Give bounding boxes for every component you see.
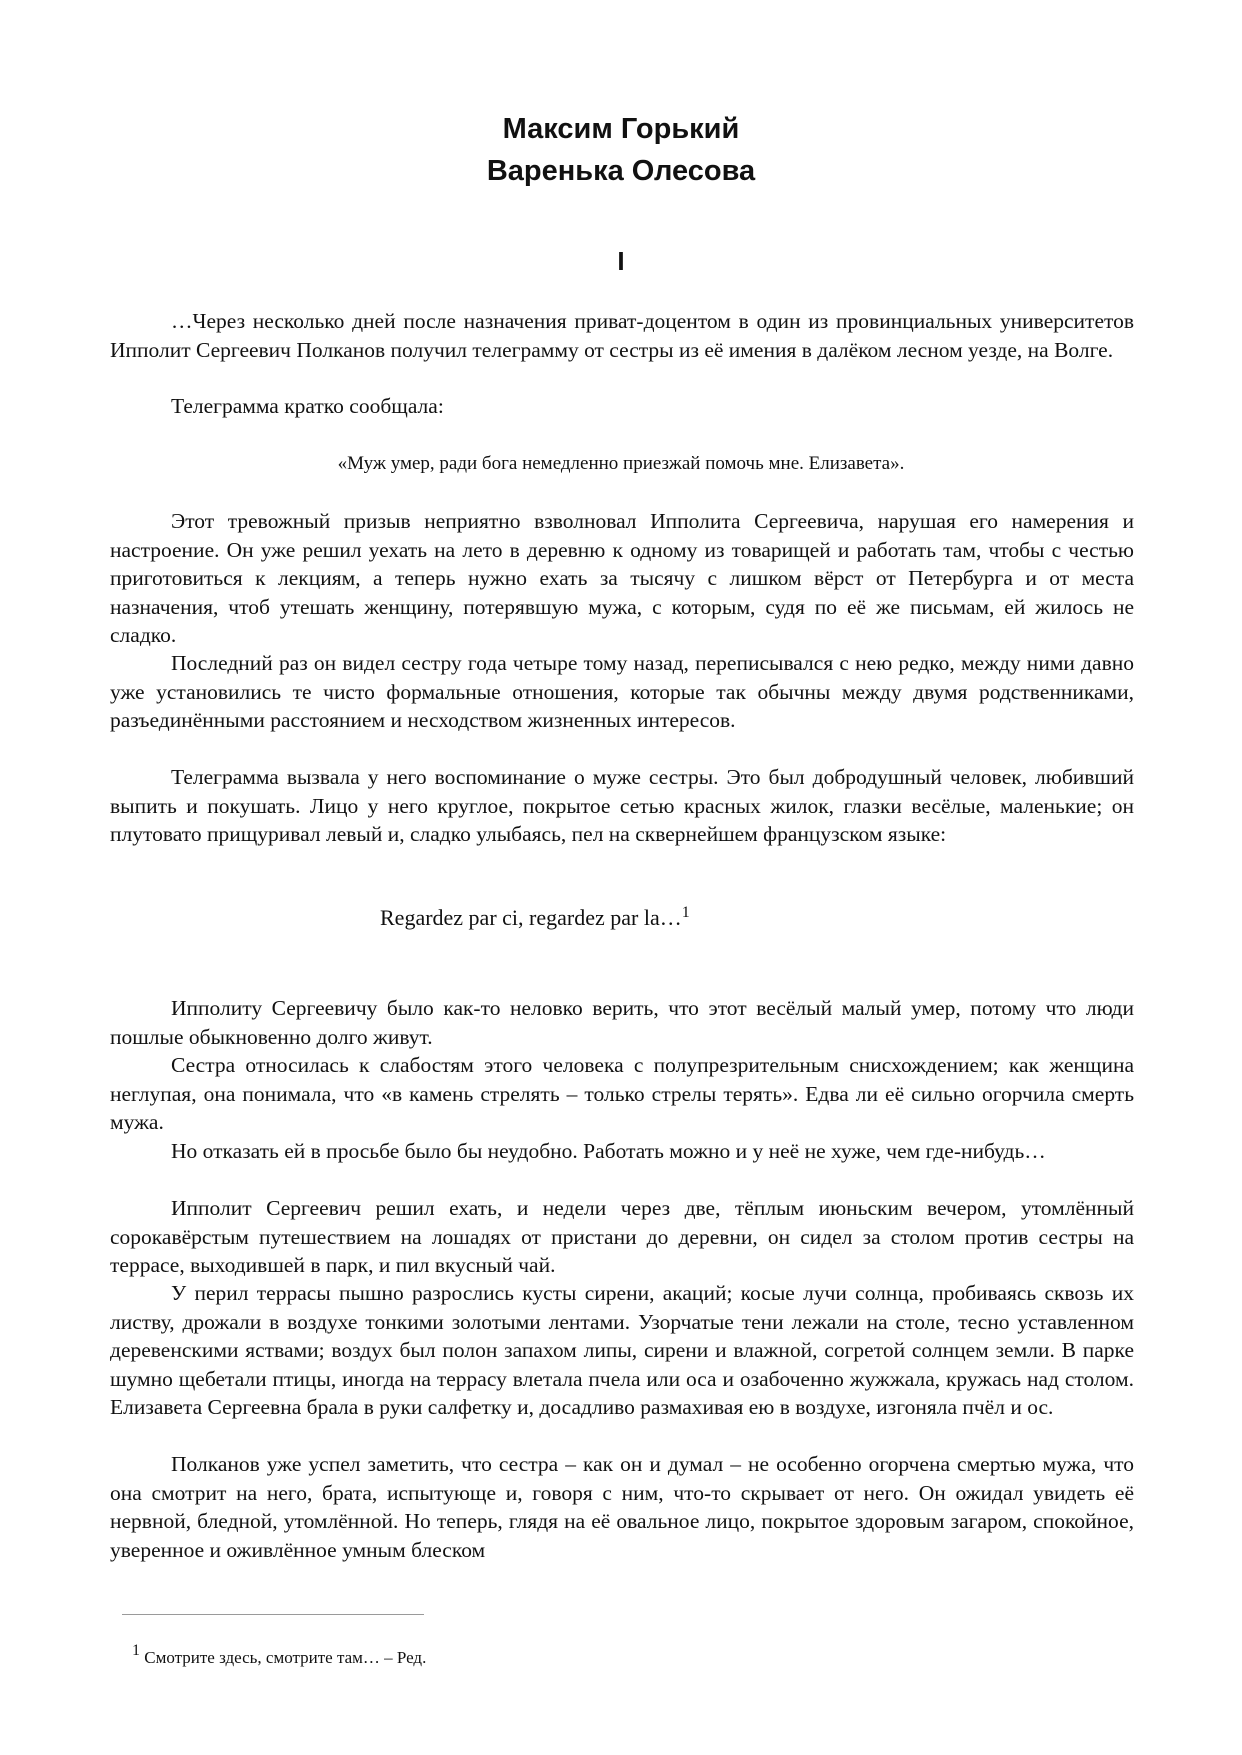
chapter-number: I [617,246,625,276]
paragraph-1: …Через несколько дней после назначения приват-доцентом в один из провинциальных университетов Ипполит Сергеевич Полканов получил телеграмму от сестры из её имения в далёком лесном уезде, на Волге. [110,309,1134,362]
footnote-reference[interactable]: 1 [681,904,690,921]
paragraph-7: Сестра относилась к слабостям этого человека с полупрезрительным снисхождением; как женщина неглупая, она понимала, что «в камень стрелять – только стрелы терять». Едва ли её сильно огорчила смерть мужа. [110,1053,1134,1134]
footnote-text: Смотрите здесь, смотрите там… – Ред. [144,1648,427,1667]
paragraph-9: Ипполит Сергеевич решил ехать, и недели через две, тёплым июньским вечером, утомлённый сорокавёрстым путешествием на лошадях от пристани до деревни, он сидел за столом против сестры на террасе, выходившей в парк, и пил вкусный чай. [110,1196,1134,1277]
paragraph-2: Телеграмма кратко сообщала: [171,394,444,418]
song-epigraph [380,903,690,933]
footnote [132,1642,427,1671]
paragraph-5: Телеграмма вызвала у него воспоминание о муже сестры. Это был добродушный человек, любивший выпить и покушать. Лицо у него круглое, покрытое сетью красных жилок, глазки весёлые, маленькие; он плутовато прищуривал левый и, сладко улыбаясь, пел на сквернейшем французском языке: [110,765,1134,846]
book-title: Варенька Олесова [486,155,756,187]
author-name: Максим Горький [502,113,740,145]
footnote-marker: 1 [132,1642,140,1659]
paragraph-3: Этот тревожный призыв неприятно взволновал Ипполита Сергеевича, нарушая его намерения и настроение. Он уже решил уехать на лето в деревню к одному из товарищей и работать там, чтобы с честью приготовиться к лекциям, а теперь нужно ехать за тысячу с лишком вёрст от Петербурга и от места назначения, чтоб утешать женщину, потерявшую мужа, с которым, судя по её же письмам, ей жилось не сладко. [110,509,1134,647]
paragraph-8: Но отказать ей в просьбе было бы неудобно. Работать можно и у неё не хуже, чем где-нибудь… [171,1139,1046,1163]
telegram-quote: «Муж умер, ради бога немедленно приезжай помочь мне. Елизавета». [337,453,905,474]
epigraph-text: Regardez par ci, regardez par la… [380,905,682,930]
paragraph-6: Ипполиту Сергеевичу было как-то неловко верить, что этот весёлый малый умер, потому что люди пошлые обыкновенно долго живут. [110,996,1134,1049]
footnote-divider [122,1614,424,1615]
paragraph-10: У перил террасы пышно разрослись кусты сирени, акаций; косые лучи солнца, пробиваясь сквозь их листву, дрожали в воздухе тонкими золотыми лентами. Узорчатые тени лежали на столе, тесно уставленном деревенскими яствами; воздух был полон запахом липы, сирени и влажной, согретой солнцем земли. В парке шумно щебетали птицы, иногда на террасу влетала пчела или оса и озабоченно жужжала, кружась над столом. Елизавета Сергеевна брала в руки салфетку и, досадливо размахивая ею в воздухе, изгоняла пчёл и ос. [110,1281,1134,1419]
paragraph-4: Последний раз он видел сестру года четыре тому назад, переписывался с нею редко, между ними давно уже установились те чисто формальные отношения, которые так обычны между двумя родственниками, разъединёнными расстоянием и несходством жизненных интересов. [110,651,1134,732]
paragraph-11: Полканов уже успел заметить, что сестра – как он и думал – не особенно огорчена смертью мужа, что она смотрит на него, брата, испытующе и, говоря с ним, что-то скрывает от него. Он ожидал увидеть её нервной, бледной, утомлённой. Но теперь, глядя на её овальное лицо, покрытое здоровым загаром, спокойное, уверенное и оживлённое умным блеском [110,1452,1134,1562]
